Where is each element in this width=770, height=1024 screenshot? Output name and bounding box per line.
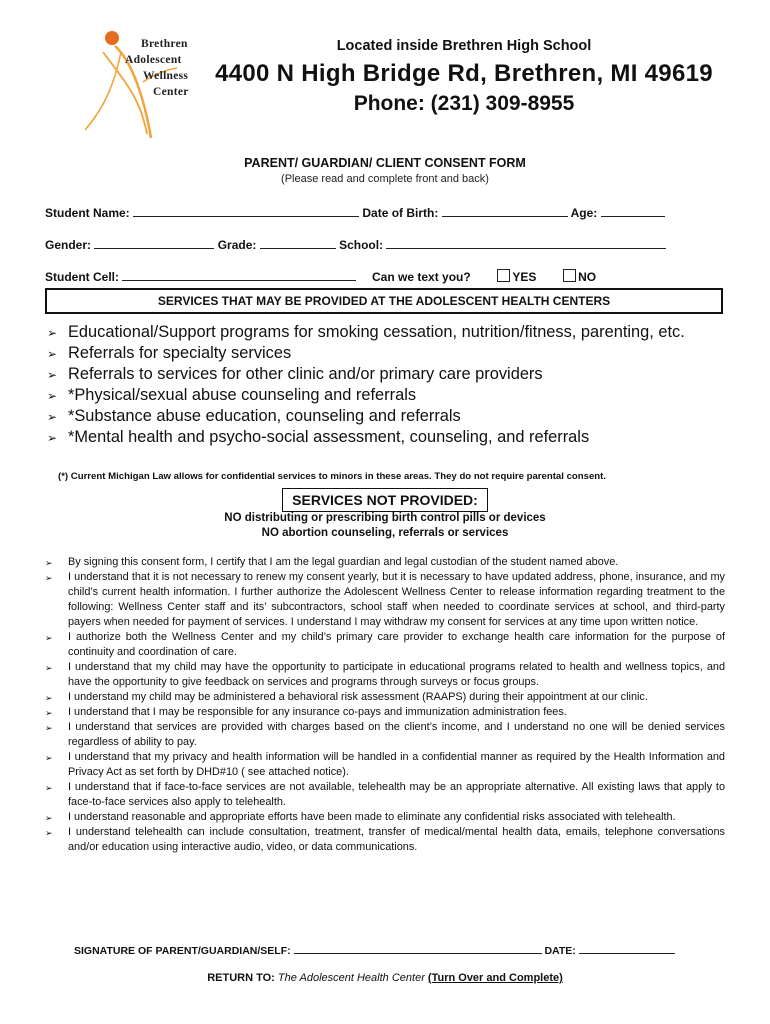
logo-word: Adolescent	[125, 54, 182, 66]
no-checkbox[interactable]	[563, 269, 576, 282]
consent-item: ➢ I understand that it is not necessary to renew my consent yearly, but it is necessary to have updated address, phone, insurance, and my child’s current health information. I further authorize the Adolescent Wellness Center to release information regarding treatment to the following: Wellness Center staff and its’ subcontractors, school staff when needed to coordinate services at school, and third-party payers when needed for payment of services. I understand I may withdraw my consent for services at any time upon written notice.	[45, 570, 725, 630]
grade-field[interactable]	[260, 237, 336, 249]
age-field[interactable]	[601, 205, 665, 217]
dob-label: Date of Birth:	[362, 206, 439, 220]
logo-word: Center	[153, 86, 189, 98]
school-label: School:	[339, 238, 384, 252]
logo-word: Wellness	[143, 70, 189, 82]
not-provided-line: NO abortion counseling, referrals or services	[261, 527, 509, 539]
gender-label: Gender:	[45, 238, 92, 252]
location-note: Located inside Brethren High School	[336, 38, 592, 54]
consent-item: ➢ I understand that if face-to-face services are not available, telehealth may be an appropriate alternative. All existing laws that apply to face-to-face services also apply to telehealth.	[45, 780, 725, 810]
list-item: ➢ *Substance abuse education, counseling and referrals	[47, 406, 727, 427]
turn-over-note: (Turn Over and Complete)	[427, 972, 563, 984]
date-field[interactable]	[579, 942, 675, 954]
signature-label: SIGNATURE OF PARENT/GUARDIAN/SELF:	[74, 945, 291, 957]
text-question: Can we text you?	[372, 270, 471, 284]
list-item: ➢ *Mental health and psycho-social assessment, counseling, and referrals	[47, 427, 727, 448]
form-title: PARENT/ GUARDIAN/ CLIENT CONSENT FORM	[244, 156, 526, 170]
list-item: ➢ Educational/Support programs for smoking cessation, nutrition/fitness, parenting, etc.	[47, 322, 727, 343]
list-item: ➢ Referrals for specialty services	[47, 343, 727, 364]
return-instructions	[0, 972, 770, 984]
return-target: The Adolescent Health Center	[277, 972, 425, 984]
yes-label: YES	[512, 270, 537, 284]
student-cell-label: Student Cell:	[45, 270, 119, 284]
student-name-row	[45, 205, 665, 220]
student-name-field[interactable]	[133, 205, 359, 217]
signature-row	[74, 942, 675, 957]
student-cell-field[interactable]	[122, 269, 356, 281]
consent-item: ➢ I understand reasonable and appropriate efforts have been made to eliminate any confidential risks associated with telehealth.	[45, 810, 725, 825]
student-cell-row	[45, 269, 356, 284]
consent-item: ➢ By signing this consent form, I certify that I am the legal guardian and legal custodian of the student named above.	[45, 555, 725, 570]
wellness-center-logo	[85, 22, 215, 140]
list-item: ➢ Referrals to services for other clinic and/or primary care providers	[47, 364, 727, 385]
no-label: NO	[578, 270, 597, 284]
consent-item: ➢ I authorize both the Wellness Center and my child’s primary care provider to exchange health care information for the purpose of continuity and coordination of care.	[45, 630, 725, 660]
confidentiality-note: (*) Current Michigan Law allows for confidential services to minors in these areas. They do not require parental consent.	[58, 471, 607, 482]
student-name-label: Student Name:	[45, 206, 130, 220]
age-label: Age:	[570, 206, 598, 220]
yes-checkbox[interactable]	[497, 269, 510, 282]
text-permission-row	[372, 269, 596, 284]
consent-list	[45, 555, 725, 855]
consent-item: ➢ I understand that services are provided with charges based on the client’s income, and I understand no one will be denied services regardless of ability to pay.	[45, 720, 725, 750]
consent-item: ➢ I understand that my privacy and health information will be handled in a confidential manner as required by the Health Information and Privacy Act as set forth by DHD#10 ( see attached notice).	[45, 750, 725, 780]
logo-word: Brethren	[141, 38, 188, 50]
consent-item: ➢ I understand that I may be responsible for any insurance co-pays and immunization administration fees.	[45, 705, 725, 720]
services-heading: SERVICES THAT MAY BE PROVIDED AT THE ADOLESCENT HEALTH CENTERS	[45, 288, 723, 314]
address: 4400 N High Bridge Rd, Brethren, MI 49619	[215, 60, 713, 87]
phone-number: Phone: (231) 309-8955	[353, 92, 575, 115]
not-provided-line: NO distributing or prescribing birth control pills or devices	[224, 512, 546, 524]
return-label: RETURN TO:	[207, 972, 275, 984]
services-list	[47, 322, 727, 448]
gender-row	[45, 237, 666, 252]
date-label: DATE:	[544, 945, 576, 957]
consent-item: ➢ I understand that my child may have the opportunity to participate in educational programs related to health and wellness topics, and have the opportunity to give feedback on services and programs through surveys or focus groups.	[45, 660, 725, 690]
consent-item: ➢ I understand telehealth can include consultation, treatment, transfer of medical/mental health data, emails, telephone conversations and/or education using interactive audio, video, or data communications.	[45, 825, 725, 855]
form-subtitle: (Please read and complete front and back)	[281, 173, 489, 185]
grade-label: Grade:	[217, 238, 257, 252]
not-provided-heading: SERVICES NOT PROVIDED:	[282, 488, 488, 512]
consent-item: ➢ I understand my child may be administered a behavioral risk assessment (RAAPS) during their appointment at our clinic.	[45, 690, 725, 705]
gender-field[interactable]	[94, 237, 214, 249]
dob-field[interactable]	[442, 205, 568, 217]
school-field[interactable]	[386, 237, 666, 249]
signature-field[interactable]	[294, 942, 542, 954]
list-item: ➢ *Physical/sexual abuse counseling and referrals	[47, 385, 727, 406]
